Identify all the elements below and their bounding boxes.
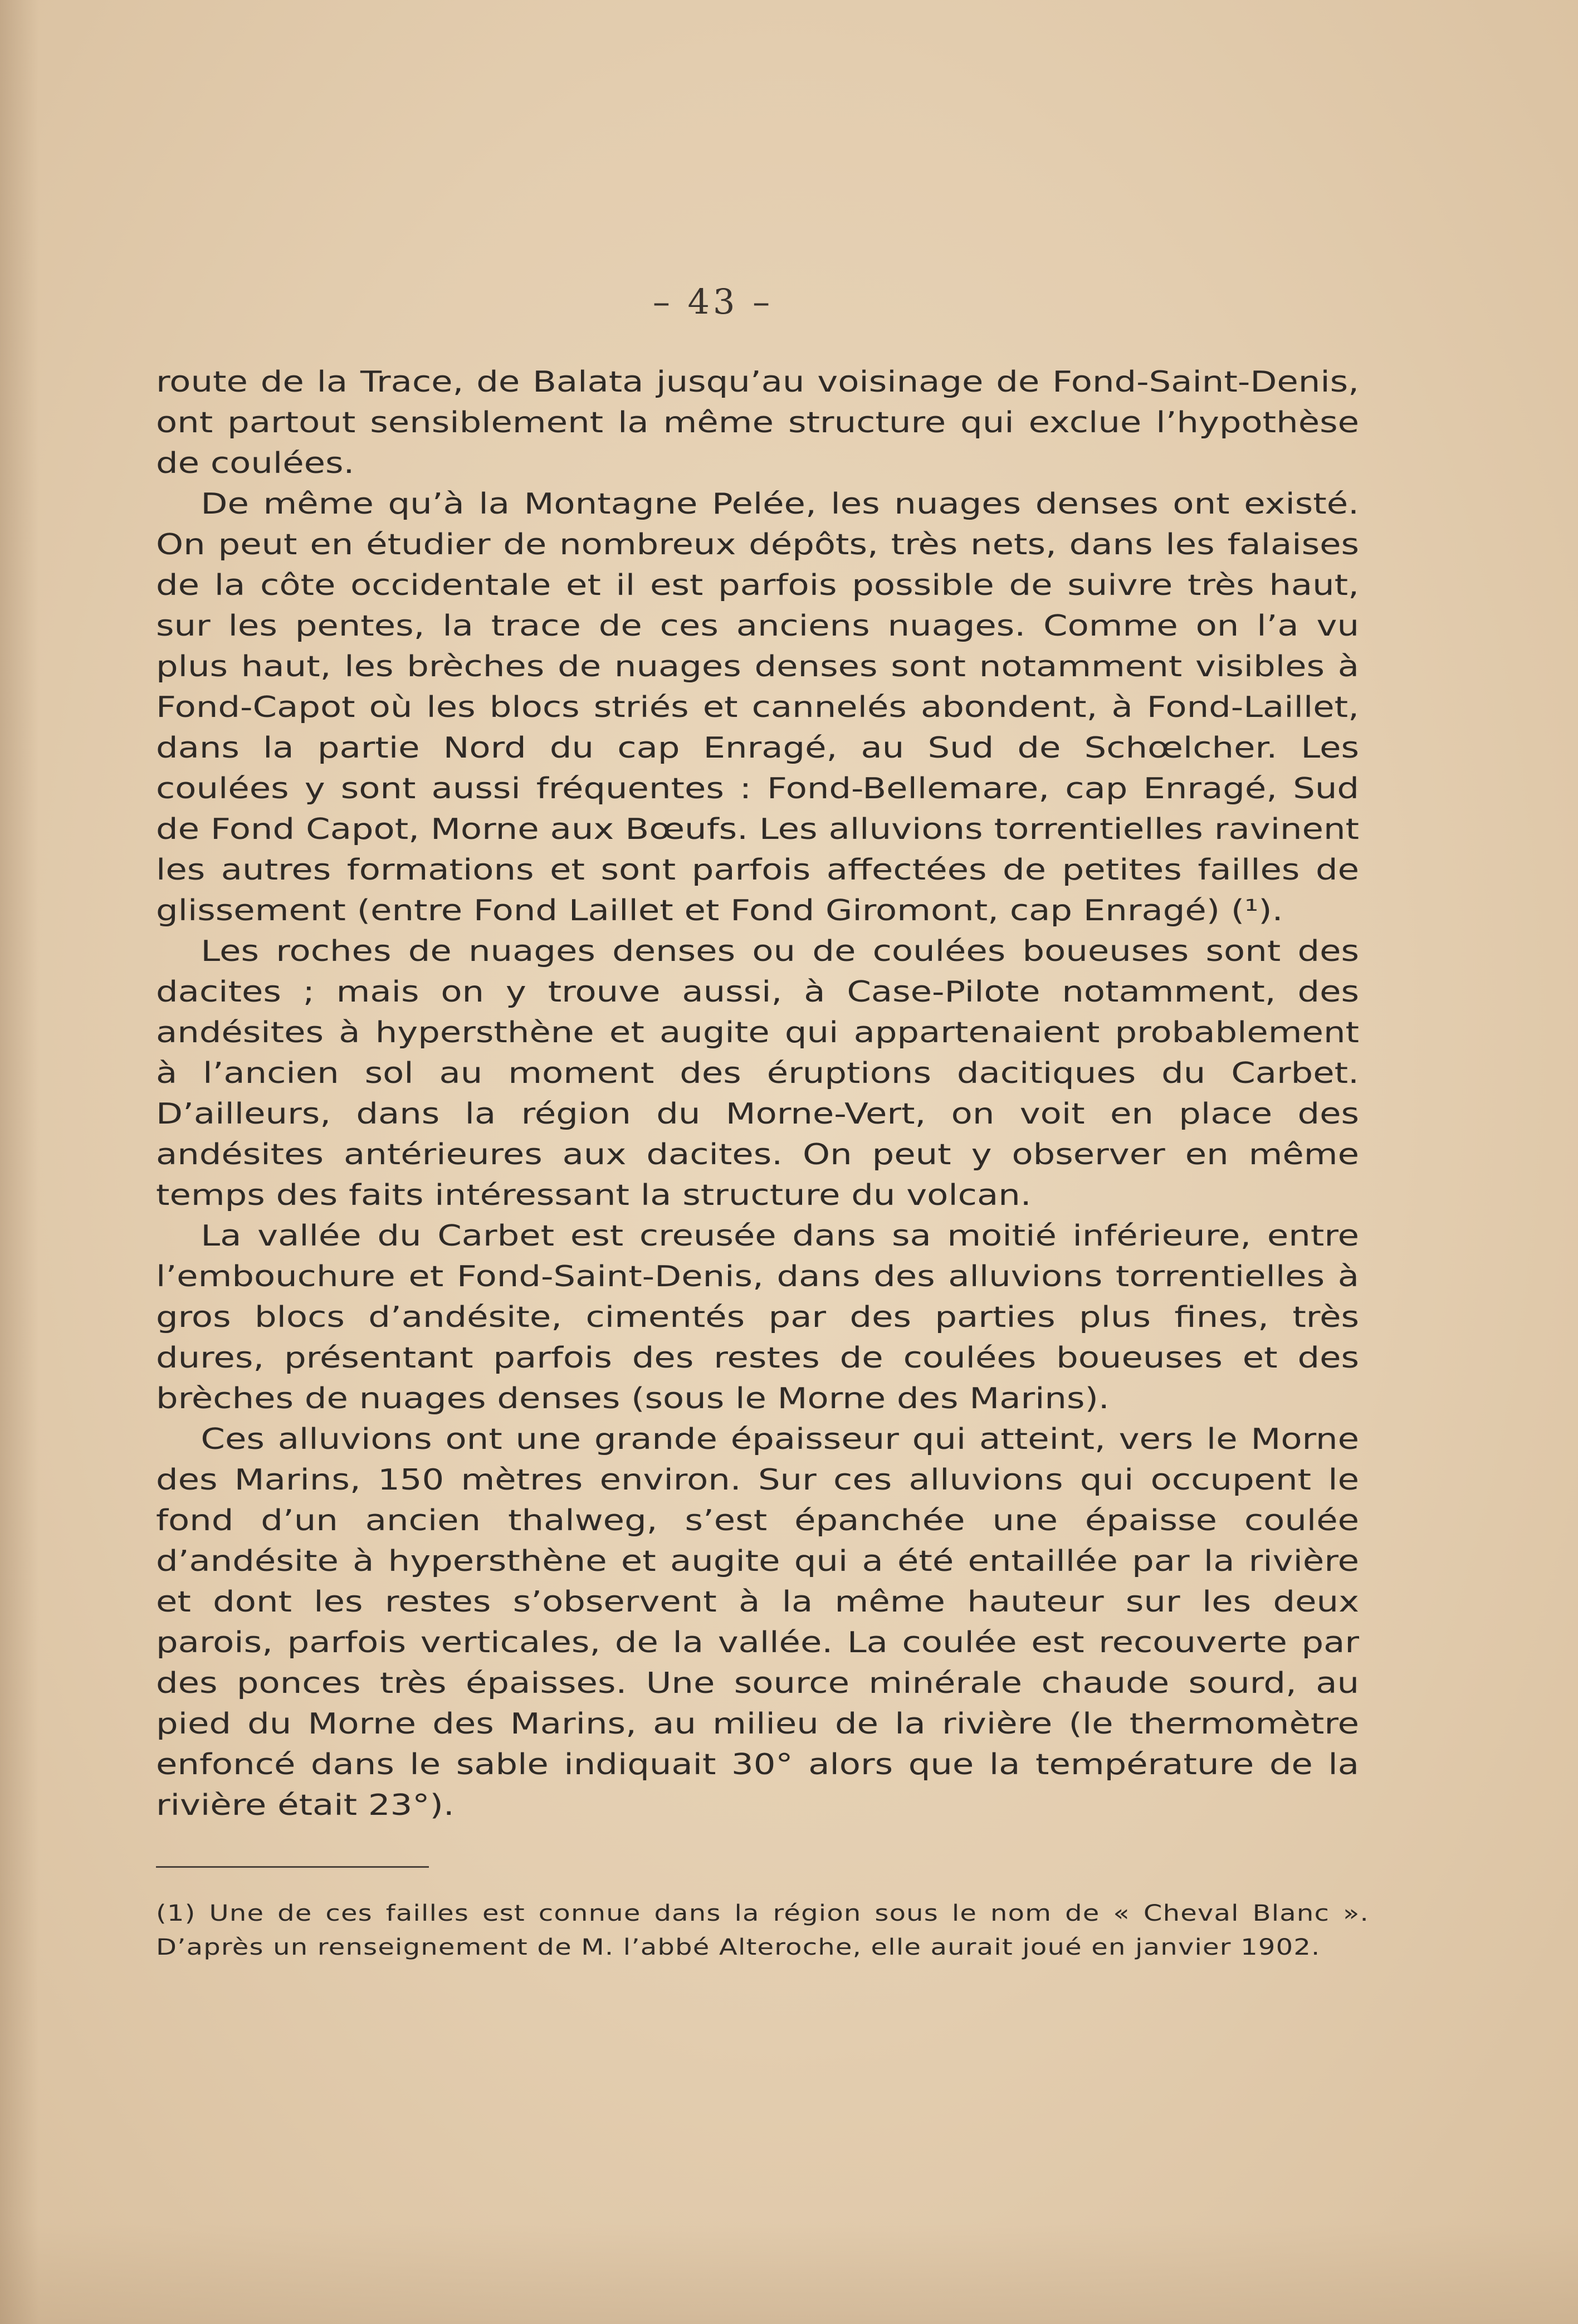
paragraph-vallee-carbet: La vallée du Carbet est creusée dans sa moitié inférieure, entre l’embouchure et Fond-Saint-Denis, dans des alluvions torrentielles à gros blocs d’andésite, cimentés par des parties plus fines, très dures, présentant parfois des restes de coulées boueuses et des brèches de nuages denses (sous le Morne des Marins). [156,1219,1360,1415]
paragraph-roches: Les roches de nuages denses ou de coulées boueuses sont des dacites ; mais on y trouve aussi, à Case-Pilote notamment, des andésites à hypersthène et augite qui appartenaient probablement à l’ancien sol au moment des éruptions dacitiques du Carbet. D’ailleurs, dans la région du Morne-Vert, on voit en place des andésites antérieures aux dacites. On peut y observer en même temps des faits intéressant la structure du volcan. [156,935,1360,1212]
page-number: – 43 – [652,281,774,322]
footnote-text: (1) Une de ces failles est connue dans la région sous le nom de « Cheval Blanc ». D’après un renseignement de M. l’abbé Alteroche, elle aurait joué en janvier 1902. [156,1901,1369,1960]
page-edge-shadow [0,0,39,2324]
footnote [156,1897,1369,1965]
paragraph-nuages-denses: De même qu’à la Montagne Pelée, les nuages denses ont existé. On peut en étudier de nombreux dépôts, très nets, dans les falaises de la côte occidentale et il est parfois possible de suivre très haut, sur les pentes, la trace de ces anciens nuages. Comme on l’a vu plus haut, les brèches de nuages denses sont notamment visibles à Fond-Capot où les blocs striés et cannelés abondent, à Fond-Laillet, dans la partie Nord du cap Enragé, au Sud de Schœlcher. Les coulées y sont aussi fréquentes : Fond-Bellemare, cap Enragé, Sud de Fond Capot, Morne aux Bœufs. Les alluvions torrentielles ravinent les autres formations et sont parfois affectées de petites failles de glissement (entre Fond Laillet et Fond Giromont, cap Enragé) (¹). [156,487,1360,927]
body-text [156,362,1359,1826]
page-bottom-stain [0,2224,1578,2324]
paragraph-alluvions: Ces alluvions ont une grande épaisseur qui atteint, vers le Morne des Marins, 150 mètres environ. Sur ces alluvions qui occupent le fond d’un ancien thalweg, s’est épanchée une épaisse coulée d’andésite à hypersthène et augite qui a été entaillée par la rivière et dont les restes s’observent à la même hauteur sur les deux parois, parfois verticales, de la vallée. La coulée est recouverte par des ponces très épaisses. Une source minérale chaude sourd, au pied du Morne des Marins, au milieu de la rivière (le thermomètre enfoncé dans le sable indiquait 30° alors que la température de la rivière était 23°). [156,1423,1360,1822]
footnote-divider [156,1866,429,1868]
paragraph-continued: route de la Trace, de Balata jusqu’au voisinage de Fond-Saint-Denis, ont partout sensiblement la même structure qui exclue l’hypothèse de coulées. [156,365,1359,480]
